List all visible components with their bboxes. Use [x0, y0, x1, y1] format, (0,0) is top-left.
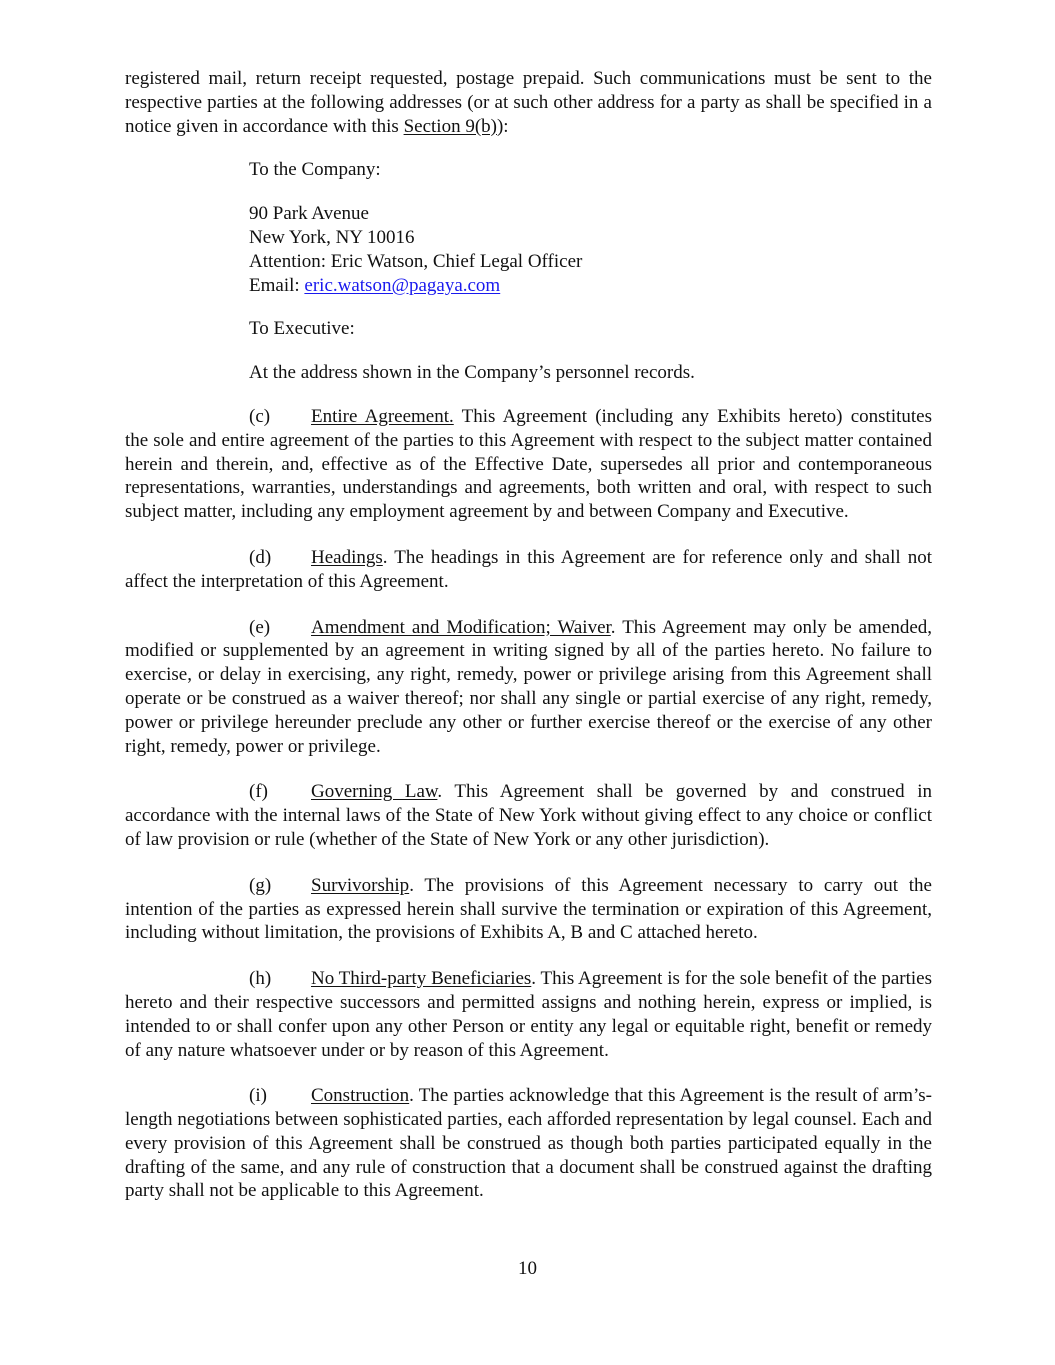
document-page: [125, 67, 932, 1203]
page-number: 10: [518, 1258, 537, 1279]
clause-construction: [125, 1084, 932, 1203]
clause-survivorship: [125, 874, 932, 945]
company-heading: To the Company:: [249, 159, 381, 181]
company-address-line2: New York, NY 10016: [249, 226, 415, 248]
clause-body: . This Agreement is for the sole benefit of the parties hereto and their respective successors and permitted assigns and nothing herein, express or implied, is intended to or shall confer upon any other Person or entity any legal or equitable right, benefit or remedy of any nature whatsoever under or by reason of this Agreement.: [125, 968, 932, 1061]
clause-label: (c): [249, 405, 271, 427]
clause-governing-law: [125, 780, 932, 851]
clause-label: (g): [249, 874, 272, 896]
clause-title: Entire Agreement.: [311, 405, 454, 427]
clause-label: (h): [249, 968, 272, 990]
clause-headings: [125, 546, 932, 594]
clause-label: (i): [249, 1085, 267, 1107]
clause-title: Headings: [311, 546, 383, 568]
company-email-line: [249, 274, 932, 298]
clause-third-party: [125, 967, 932, 1062]
section-reference: Section 9(b): [403, 115, 497, 137]
clause-body: . The parties acknowledge that this Agreement is the result of arm’s-length negotiations between sophisticated parties, each afforded representation by legal counsel. Each and every provision of this Agreement shall be construed as though both parties participated equally in the drafting of the same, and any rule of construction that a document shall be construed against the drafting party shall not be applicable to this Agreement.: [125, 1085, 932, 1202]
intro-text-end: ):: [496, 115, 509, 137]
clause-title: Construction: [311, 1085, 410, 1107]
clause-amendment-waiver: [125, 616, 932, 759]
clause-body: . This Agreement may only be amended, modified or supplemented by an agreement in writing signed by all of the parties hereto. No failure to exercise, or delay in exercising, any right, remedy, power or privilege arising from this Agreement shall operate or be construed as a waiver thereof; nor shall any single or partial exercise of any right, remedy, power or privilege hereunder preclude any other or further exercise thereof or the exercise of any other right, remedy, power or privilege.: [125, 616, 932, 757]
executive-heading: To Executive:: [249, 318, 355, 340]
clause-body: . The headings in this Agreement are for reference only and shall not affect the interpretation of this Agreement.: [125, 546, 932, 592]
email-link[interactable]: eric.watson@pagaya.com: [304, 274, 501, 296]
intro-text: registered mail, return receipt requested, postage prepaid. Such communications must be sent to the respective parties at the following addresses (or at such other address for a party as shall be specified in a notice given in accordance with this: [125, 68, 932, 137]
clause-label: (f): [249, 781, 268, 803]
clause-title: No Third-party Beneficiaries: [311, 968, 532, 990]
clause-label: (d): [249, 546, 272, 568]
clause-title: Governing Law: [311, 781, 438, 803]
email-label: Email:: [249, 274, 305, 296]
clause-body: . The provisions of this Agreement necessary to carry out the intention of the parties as expressed herein shall survive the termination or expiration of this Agreement, including without limitation, the provisions of Exhibits A, B and C attached hereto.: [125, 874, 932, 944]
company-address-block: [249, 158, 932, 297]
clause-label: (e): [249, 616, 271, 638]
company-attention: Attention: Eric Watson, Chief Legal Officer: [249, 250, 583, 272]
clause-body: . This Agreement shall be governed by and construed in accordance with the internal laws of the State of New York without giving effect to any choice or conflict of law provision or rule (whether of the State of New York or any other jurisdiction).: [125, 781, 932, 850]
clause-entire-agreement: [125, 405, 932, 524]
executive-address-block: [249, 317, 932, 385]
clause-title: Survivorship: [311, 874, 410, 896]
clause-body: This Agreement (including any Exhibits hereto) constitutes the sole and entire agreement of the parties to this Agreement with respect to the subject matter contained herein and therein, and, effective as of the Effective Date, supersedes all prior and contemporaneous representations, warranties, understandings and agreements, both written and oral, with respect to such subject matter, including any employment agreement by and between Company and Executive.: [125, 405, 932, 523]
clause-title: Amendment and Modification; Waiver: [311, 616, 611, 638]
intro-paragraph: [125, 67, 932, 138]
company-address-line1: 90 Park Avenue: [249, 203, 369, 225]
executive-address: At the address shown in the Company’s personnel records.: [249, 362, 695, 384]
